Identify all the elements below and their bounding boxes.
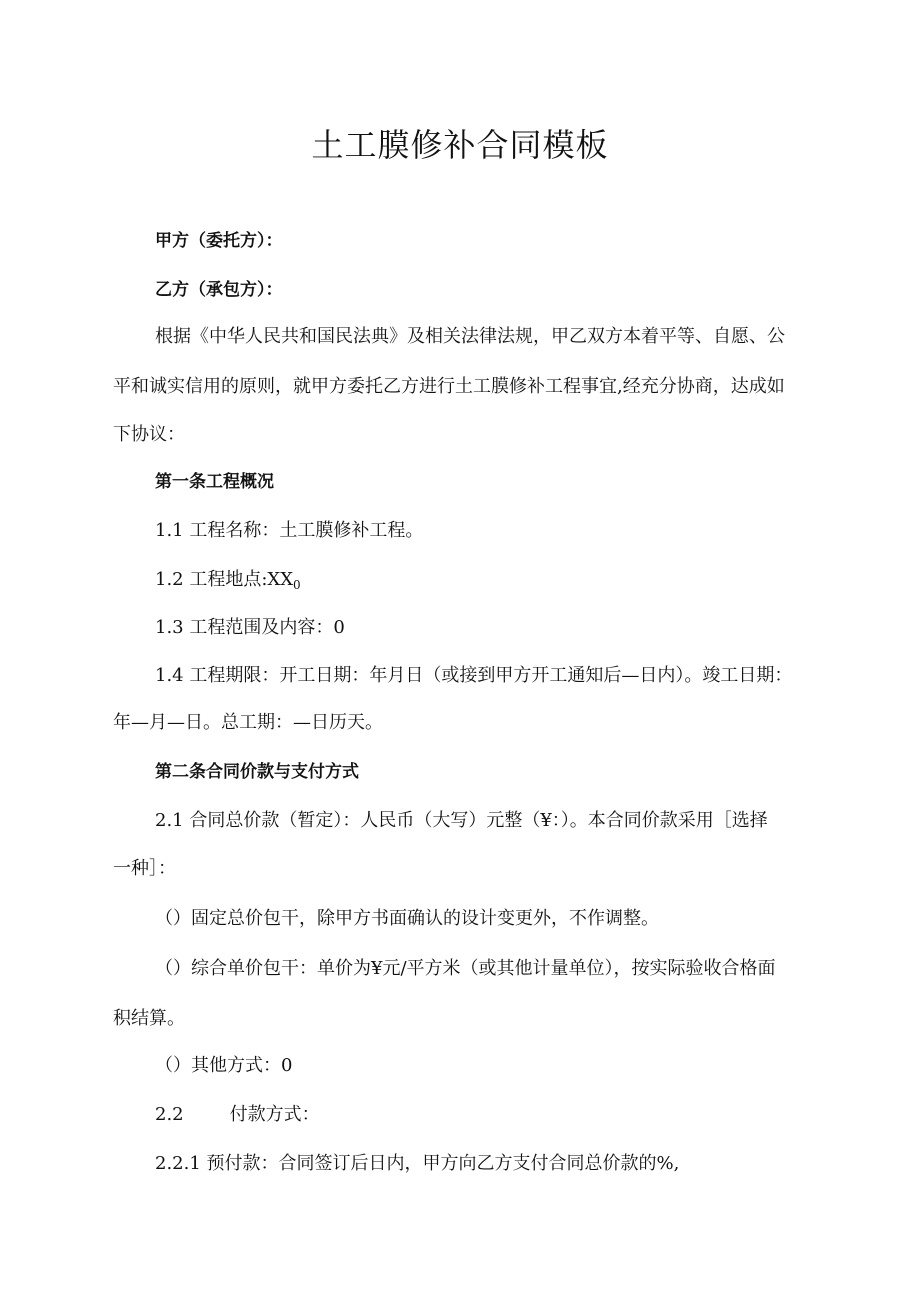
party-a-label: 甲方（委托方）： xyxy=(155,231,283,251)
item-2-1-line-2: 一种］： xyxy=(113,858,176,879)
intro-paragraph-line-1: 根据《中华人民共和国民法典》及相关法律法规，甲乙双方本着平等、自愿、公 xyxy=(155,326,785,347)
item-2-2-label: 付款方式： xyxy=(229,1104,320,1125)
option-other: （）其他方式：0 xyxy=(155,1055,293,1076)
party-b-label: 乙方（承包方）： xyxy=(155,280,283,300)
item-1-1: 1.1 工程名称：土工膜修补工程。 xyxy=(155,520,424,541)
item-1-2-subscript: 0 xyxy=(293,578,301,592)
article-2-heading: 第二条合同价款与支付方式 xyxy=(155,762,359,782)
intro-paragraph-line-2: 平和诚实信用的原则，就甲方委托乙方进行土工膜修补工程事宜,经充分协商，达成如 xyxy=(113,376,785,397)
option-unit-price-line-1: （）综合单价包干：单价为¥元/平方米（或其他计量单位），按实际验收合格面 xyxy=(155,958,776,979)
item-1-2 xyxy=(155,566,301,599)
document-title: 土工膜修补合同模板 xyxy=(311,126,609,164)
option-unit-price-line-2: 积结算。 xyxy=(113,1008,185,1029)
item-2-2-1: 2.2.1 预付款：合同签订后日内，甲方向乙方支付合同总价款的%, xyxy=(155,1153,680,1174)
option-fixed-price: （）固定总价包干，除甲方书面确认的设计变更外，不作调整。 xyxy=(155,908,659,929)
item-1-3: 1.3 工程范围及内容：0 xyxy=(155,617,345,638)
intro-paragraph-line-3: 下协议： xyxy=(113,424,185,445)
item-1-4-line-2: 年—月—日。总工期：—日历天。 xyxy=(113,712,383,733)
item-1-2-text: 1.2 工程地点:XX xyxy=(155,569,294,590)
item-2-2-number: 2.2 xyxy=(155,1104,184,1125)
item-2-1-line-1: 2.1 合同总价款（暂定）：人民币（大写）元整（¥：）。本合同价款采用［选择 xyxy=(155,810,768,831)
article-1-heading: 第一条工程概况 xyxy=(155,472,274,492)
item-2-2 xyxy=(155,1101,320,1129)
item-1-4-line-1: 1.4 工程期限：开工日期：年月日（或接到甲方开工通知后—日内）。竣工日期： xyxy=(155,665,793,686)
